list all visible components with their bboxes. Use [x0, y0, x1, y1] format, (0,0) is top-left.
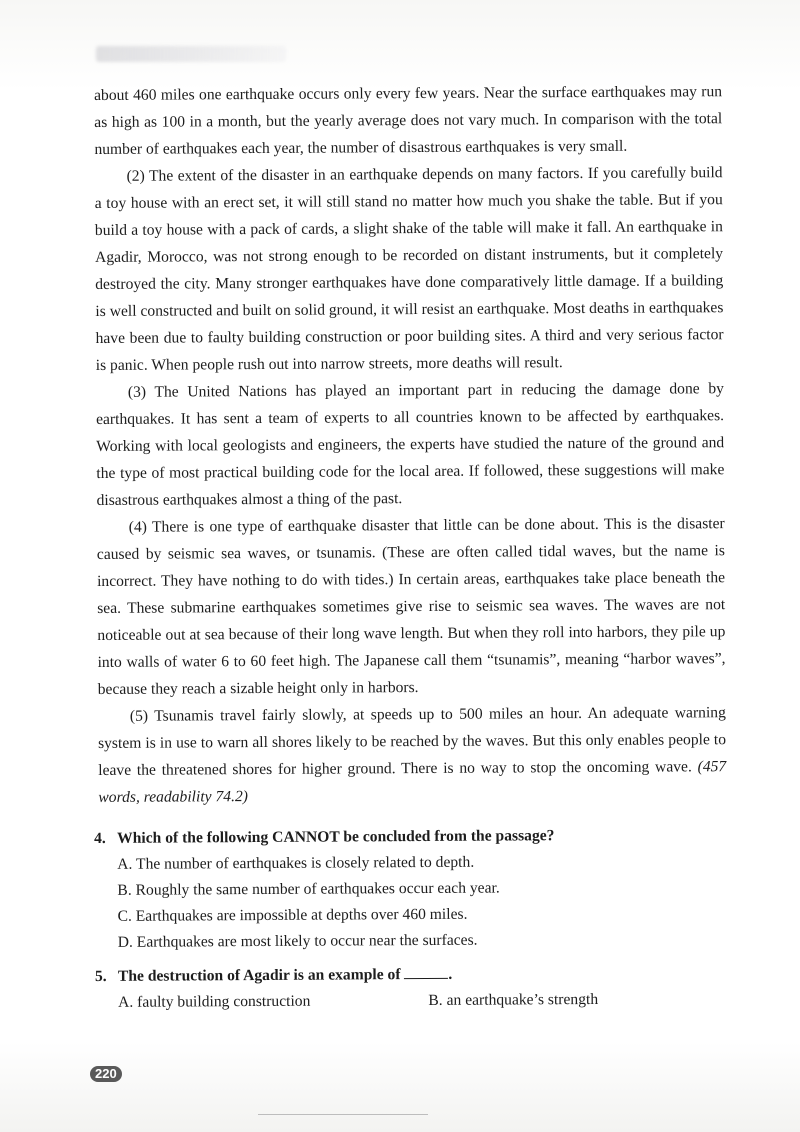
paragraph-5: [98, 699, 727, 811]
question-4-option-d[interactable]: D. Earthquakes are most likely to occur near the surfaces.: [117, 931, 478, 951]
question-5-text: The destruction of Agadir is an example of: [117, 966, 401, 985]
question-4-number: 4.: [94, 829, 106, 847]
answer-blank: [404, 964, 448, 979]
paragraph-1: about 460 miles one earthquake occurs only every few years. Near the surface earthquakes may run as high as 100 in a month, but the yearly average does not vary much. In comparison with the total number of earthquakes each year, the number of disastrous earthquakes is very small.: [94, 83, 723, 158]
question-4-option-a[interactable]: A. The number of earthquakes is closely related to depth.: [117, 853, 475, 873]
question-4-title: [94, 822, 734, 852]
paragraph-5-text: (5) Tsunamis travel fairly slowly, at speeds up to 500 miles an hour. An adequate warning system is in use to warn all shores likely to be reached by the waves. But this only enables people to leave the threatened shores for higher ground. There is no way to stop the oncoming wave.: [97, 704, 727, 779]
paragraph-4: (4) There is one type of earthquake disaster that little can be done about. This is the disaster caused by seismic sea waves, or tsunamis. (These are often called tidal waves, but the name is incorrect. They have nothing to do with tides.) In certain areas, earthquakes take place beneath the sea. These submarine earthquakes sometimes give rise to seismic sea waves. The waves are not noticeable out at sea because of their long wave length. But when they roll into harbors, they pile up into walls of water 6 to 60 feet high. The Japanese call them “tsunamis”, meaning “harbor waves”, because they reach a sizable height only in harbors.: [96, 515, 726, 698]
question-4-option-b[interactable]: B. Roughly the same number of earthquakes occur each year.: [117, 879, 500, 899]
paragraph-2: (2) The extent of the disaster in an earthquake depends on many factors. If you carefully build a toy house with an erect set, it will still stand no matter how much you shake the table. But if you build a toy house with a pack of cards, a slight shake of the table will make it fall. An earthquake in Agadir, Morocco, was not strong enough to be recorded on distant instruments, but it completely destroyed the city. Many stronger earthquakes have done comparatively little damage. If a building is well constructed and built on solid ground, it will resist an earthquake. Most deaths in earthquakes have been due to faulty building construction or poor building sites. A third and very serious factor is panic. When people rush out into narrow streets, more deaths will result.: [94, 164, 724, 374]
question-4-text: Which of the following CANNOT be concluded from the passage?: [117, 827, 555, 847]
passage: [94, 78, 726, 811]
question-5-title: [95, 960, 735, 990]
paragraph-3: (3) The United Nations has played an important part in reducing the damage done by earthquakes. It has sent a team of experts to all countries known to be affected by earthquakes. Working with local geologists and engineers, the experts have studied the nature of the ground and the type of most practical building code for the local area. If followed, these suggestions will make disastrous earthquakes almost a thing of the past.: [96, 380, 725, 509]
question-5-option-a[interactable]: A. faulty building construction: [118, 992, 311, 1011]
question-5-options: [118, 986, 735, 1016]
question-5-option-b[interactable]: B. an earthquake’s strength: [428, 990, 599, 1009]
bottom-divider: [258, 1114, 428, 1115]
question-5-number: 5.: [94, 967, 107, 985]
question-4-option-c[interactable]: C. Earthquakes are impossible at depths over 460 miles.: [117, 905, 468, 925]
question-section: [94, 822, 735, 1016]
question-5-end: .: [448, 965, 453, 983]
page-number: 220: [90, 1066, 122, 1082]
word-count-note: (457 words, readability 74.2): [98, 758, 727, 806]
running-head: [96, 46, 286, 62]
